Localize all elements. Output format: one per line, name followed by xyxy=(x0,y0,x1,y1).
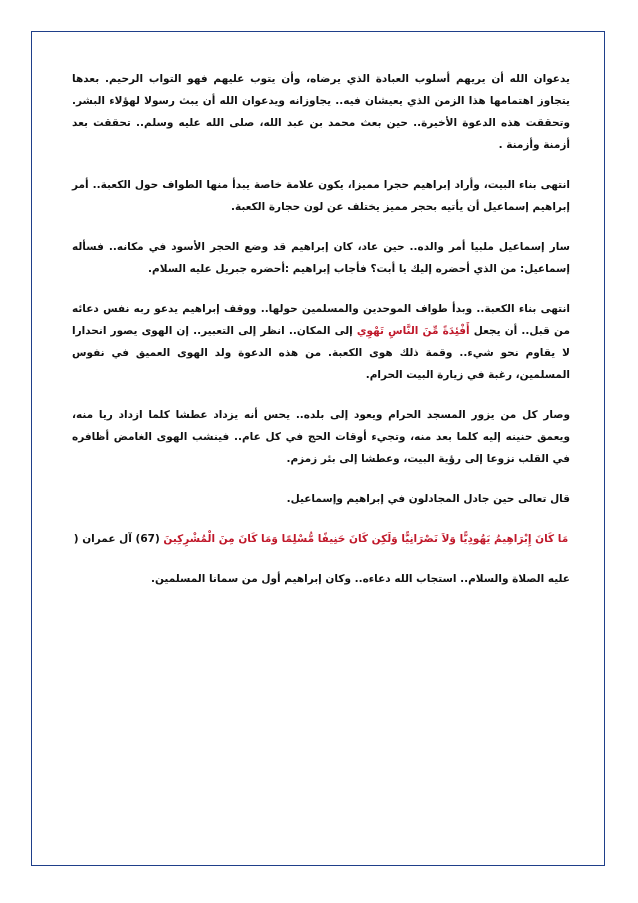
paragraph-text: وصار كل من يزور المسجد الحرام ويعود إلى بلده.. يحس أنه يزداد عطشا كلما ازداد ريا منه، ويعمق حنينه إليه كلما بعد منه، وتجيء أوقات الحج في كل عام.. فينشب الهوى الغامض أظافره في القلب نزوعا إلى رؤية البيت، وعطشا إلى بئر زمزم. xyxy=(72,409,570,465)
paragraph-text: انتهى بناء البيت، وأراد إبراهيم حجرا مميزا، يكون علامة خاصة يبدأ منها الطواف حول الكعبة.. أمر إبراهيم إسماعيل أن يأتيه بحجر مميز يختلف عن لون حجارة الكعبة. xyxy=(72,179,570,213)
paragraph-text: عليه الصلاة والسلام.. استجاب الله دعاءه.. وكان إبراهيم أول من سمانا المسلمين. xyxy=(150,573,570,585)
paragraph-text: (67) آل عمران ( xyxy=(73,533,164,545)
paragraph-text: قال تعالى حين جادل المجادلون في إبراهيم وإسماعيل. xyxy=(286,493,570,505)
highlighted-text: مَا كَانَ إِبْرَاهِيمُ يَهُودِيًّا وَلاَ نَصْرَانِيًّا وَلَكِن كَانَ حَنِيفًا مُّسْلِمًا وَمَا كَانَ مِنَ الْمُشْرِكِينَ xyxy=(163,533,569,545)
quran-verse xyxy=(72,528,570,550)
paragraph xyxy=(72,68,570,156)
paragraph xyxy=(72,298,570,386)
paragraph xyxy=(72,174,570,218)
paragraph xyxy=(72,404,570,470)
paragraph xyxy=(72,568,570,590)
paragraph xyxy=(72,236,570,280)
paragraph-text: إلى المكان.. انظر إلى التعبير.. إن الهوى يصور انحدارا لا يقاوم نحو شيء.. وقمة ذلك هوى الكعبة. من هذه الدعوة ولد الهوى العميق في نفوس المسلمين، رغبة في زيارة البيت الحرام. xyxy=(72,325,570,381)
paragraph xyxy=(72,488,570,510)
paragraph-text: انتهى بناء الكعبة.. وبدأ طواف الموحدين والمسلمين حولها.. ووقف إبراهيم يدعو ربه نفس دعائه من قبل.. أن يجعل xyxy=(72,303,570,337)
document-body xyxy=(72,68,570,608)
paragraph-text: يدعوان الله أن يريهم أسلوب العبادة الذي يرضاه، وأن يتوب عليهم فهو التواب الرحيم. بعدها يتجاوز اهتمامها هذا الزمن الذي يعيشان فيه.. يجاوزانه ويدعوان الله أن يبث رسولا لهؤلاء البشر. وتحققت هذه الدعوة الأخيرة.. حين بعث محمد بن عبد الله، صلى الله عليه وسلم.. تحققت بعد أزمنة وأزمنة . xyxy=(72,73,570,151)
highlighted-text: أَفْئِدَةً مِّنَ النَّاسِ تَهْوِي xyxy=(356,325,470,337)
paragraph-text: سار إسماعيل ملبيا أمر والده.. حين عاد، كان إبراهيم قد وضع الحجر الأسود في مكانه.. فسأله إسماعيل: من الذي أحضره إليك يا أبت؟ فأجاب إبراهيم :أحضره جبريل عليه السلام. xyxy=(72,241,570,275)
